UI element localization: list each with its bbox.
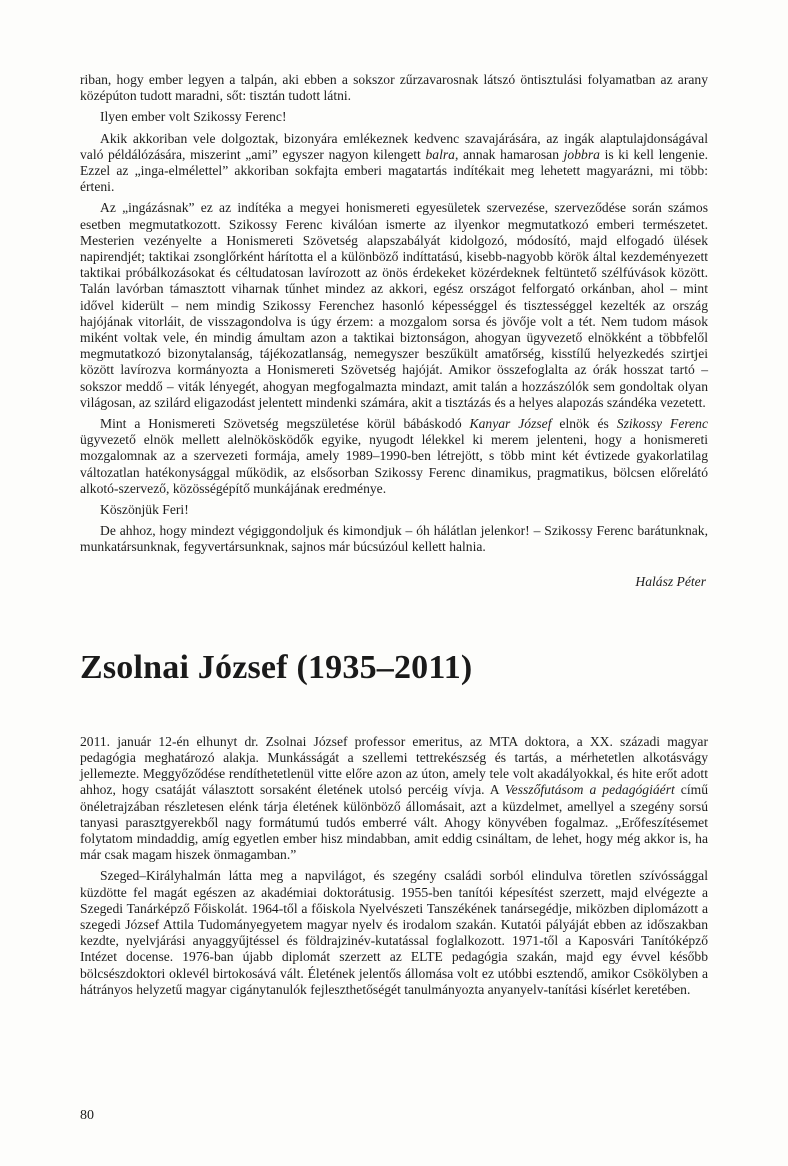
paragraph [80, 131, 708, 196]
paragraph: Szeged–Királyhalmán látta meg a napvilágot, és szegény családi sorból elindulva töretlen szívóssággal küzdötte fel magát egészen az akadémiai doktorátusig. 1955-ben tanítói képesítést szerzett, majd elvégezte a Szegedi Tanárképző Főiskolát. 1964-től a főiskola Nyelvészeti Tanszékének tanársegédje, miközben diplomázott a szegedi József Attila Tudományegyetem magyar nyelv és irodalom szakán. Kutatói pályáját ebben az időszakban kezdte, nyelvjárási anyaggyűjtéssel és földrajzinév-kutatással foglalkozott. 1971-től a Kaposvári Tanítóképző Intézet docense. 1976-ban újabb diplomát szerzett az ELTE pedagógia szakán, majd egy évvel később bölcsészdoktori oklevél birtokosává vált. Életének jelentős állomása volt ez utóbbi esztendő, amikor Csökölyben a hátrányos helyzetű magyar cigánytanulók fejleszthetőségét tanulmányozta anyanyelv-tanítási kísérlet keretében. [80, 868, 708, 997]
page-body [80, 72, 708, 998]
paragraph: De ahhoz, hogy mindezt végiggondoljuk és kimondjuk – óh hálátlan jelenkor! – Szikossy Ferenc barátunknak, munkatársunknak, fegyvertársunknak, sajnos már búcsúzóul kellett halnia. [80, 523, 708, 555]
text-run: című önéletrajzában részletesen elénk tárja életének különböző állomásait, azt a küzdelmet, amellyel a szegény sorsú tanyasi parasztgyerekből nagy formátumú tudós emberré vált. Ahogy könyvében fogalmaz. „Erőfeszítésemet folytatom mindaddig, amíg egyetlen ember hisz mindabban, amit eddig csináltam, de lehet, hogy még akkor is, ha már csak magam hiszek önmagamban.” [80, 782, 708, 863]
text-run: is ki kell lengenie. Ezzel az „inga-elmélettel” akkoriban sokfajta emberi magatartás indítékait meg lehetett magyarázni, mi több: érteni. [80, 146, 709, 195]
italic-text: Szikossy Ferenc [616, 416, 708, 432]
italic-text: balra [425, 146, 455, 162]
text-run: , annak hamarosan [454, 146, 564, 162]
text-run: elnök és [551, 416, 617, 432]
paragraph [80, 416, 708, 497]
italic-text: Vesszőfutásom a pedagógiáért [504, 782, 675, 798]
page-number: 80 [80, 1108, 94, 1123]
author-signature: Halász Péter [635, 573, 706, 589]
italic-text: jobbra [563, 146, 600, 162]
paragraph: Köszönjük Feri! [100, 502, 189, 518]
article-heading: Zsolnai József (1935–2011) [80, 648, 473, 686]
text-run: 2011. január 12-én elhunyt dr. Zsolnai József professor emeritus, az MTA doktora, a XX. századi magyar pedagógia meghatározó alakja. Munkásságát a szellemi tettrekészség és tartás, a mérhetetlen alkotásvágy jellemezte. Meggyőződése rendíthetetlenül vitte előre azon az úton, amely tele volt akadályokkal, és hite erőt adott ahhoz, hogy csatáját választott sorsaként életének utolsó percéig vívja. A [80, 733, 708, 798]
text-run: Mint a Honismereti Szövetség megszületése körül bábáskodó [100, 416, 470, 432]
paragraph [80, 734, 708, 864]
paragraph: Ilyen ember volt Szikossy Ferenc! [100, 109, 287, 125]
text-run: Akik akkoriban vele dolgoztak, bizonyára emlékeznek kedvenc szavajárására, az ingák alaptulajdonságával való példálózására, miszerint „ami” egyszer nagyon kilengett [80, 130, 708, 162]
italic-text: Kanyar József [469, 416, 552, 432]
paragraph: riban, hogy ember legyen a talpán, aki ebben a sokszor zűrzavarosnak látszó öntisztulási folyamatban az arany középúton tudott maradni, sőt: tisztán tudott látni. [80, 72, 708, 104]
paragraph: Az „ingázásnak” ez az indítéka a megyei honismereti egyesületek szervezése, szerveződése során számos esetben megmutatkozott. Szikossy Ferenc kiválóan ismerte az ilyenkor megmutatkozó emberi természetet. Mesterien vezényelte a Honismereti Szövetség alapszabályát kidolgozó, módosító, majd elfogadó ülések napirendjét; taktikai zsonglőrként hárította el a különböző indíttatású, kisebb-nagyobb körök által kezdeményezett taktikai próbálkozásokat és céltudatosan lavírozott az önös érdekeket közérdeknek feltüntető szélfúvások között. Talán lavórban támasztott viharnak tűnhet mindez az akkori, egész országot felforgató orkánban, ahol – mint idővel kiderült – nem mindig Szikossy Ferenchez hasonló képességgel és tisztességgel kezelték az ország hajójának vitorláit, de visszagondolva is úgy érzem: a mozgalom sorsa és jövője volt a tét. Nem tudom mások miként voltak vele, én mindig ámultam azon a taktikai biztonságon, ahogyan ügyvezető elnökként a többfelől megmutatkozó bizonytalanság, tájékozatlanság, nemegyszer beszűkült amatőrség, kisstílű helyezkedés szirtjei között lavírozva kormányozta a Honismereti Szövetség hajóját. Amikor összefoglalta az órák hosszat tartó – sokszor meddő – viták lényegét, ahogyan megfogalmazta mindazt, amit talán a hozzászólók sem gondoltak olyan világosan, az szilárd eligazodást jelentett mindenki számára, akit a tisztázás és a helyes alapozás szándéka vezetett. [80, 200, 708, 410]
text-run: ügyvezető elnök mellett alelnökösködők egyike, nyugodt lélekkel ki merem jelenteni, hogy a honismereti mozgalomnak az a szervezeti formája, amely 1989–1990-ben létrejött, s több mint két évtizede gyakorlatilag változatlan hatékonysággal működik, az elsősorban Szikossy Ferenc dinamikus, pragmatikus, bölcsen előrelátó alkotó-szervező, közösségépítő munkájának eredménye. [80, 432, 708, 496]
